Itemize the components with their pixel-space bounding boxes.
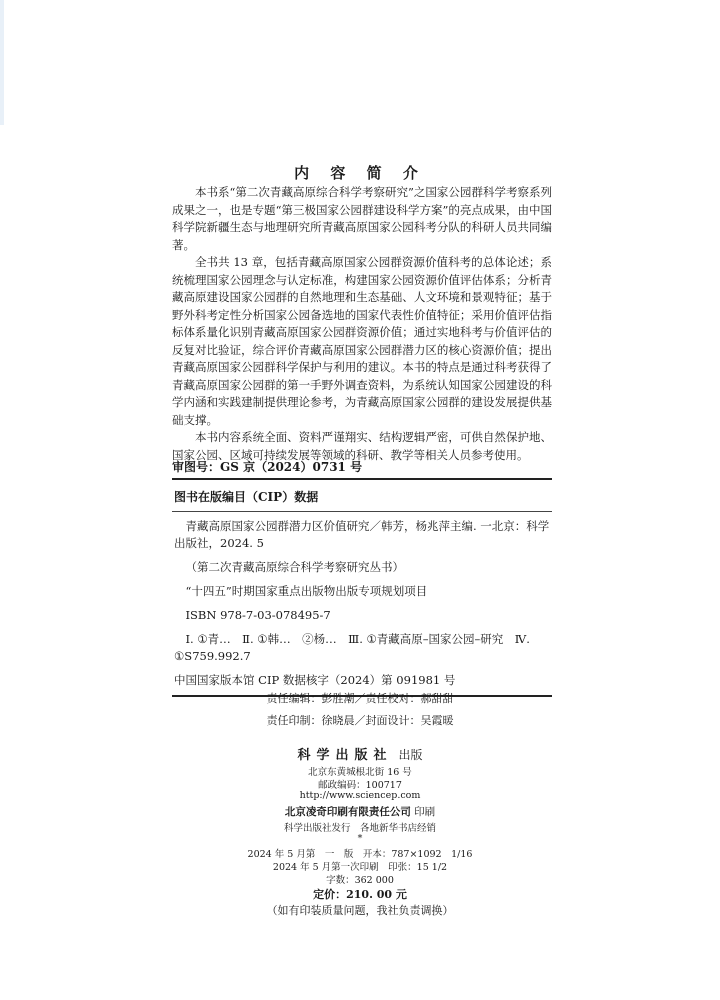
separator-asterisk: *: [357, 833, 363, 844]
cip-entries: [172, 512, 552, 695]
credits-line-editors: 责任编辑：彭胜潮／责任校对：郝甜甜: [266, 692, 454, 705]
credits-line-production: 责任印制：徐晓晨／封面设计：吴霞暖: [266, 714, 454, 727]
cip-entry: 青藏高原国家公园群潜力区价值研究／韩芳，杨兆萍主编. 一北京：科学出版社，2024. 5: [174, 519, 550, 550]
cip-block: [172, 478, 552, 697]
cip-entry: Ⅰ. ①青… Ⅱ. ①韩… ②杨… Ⅲ. ①青藏高原–国家公园–研究 Ⅳ. ①S759.992.7: [174, 632, 530, 663]
publisher-address: 北京东黄城根北街 16 号: [308, 767, 412, 778]
page-title: 内 容 简 介: [294, 164, 426, 182]
cip-entry: ISBN 978-7-03-078495-7: [185, 608, 331, 622]
price: 定价：210. 00 元: [313, 888, 407, 901]
printer-name: 北京凌奇印刷有限责任公司: [284, 806, 411, 818]
introduction: [172, 184, 552, 464]
printer-suffix: 印刷: [414, 806, 436, 818]
intro-paragraph: 全书共 13 章，包括青藏高原国家公园群资源价值科考的总体论述；系统梳理国家公园理念与认定标准，构建国家公园资源价值评估体系；分析青藏高原建设国家公园群的自然地理和生态基础、人文环境和景观特征；基于野外科考定性分析国家公园备选地的国家代表性价值特征；采用价值评估指标体系量化识别青藏高原国家公园群资源价值；通过实地科考与价值评估的反复对比验证，综合评价青藏高原国家公园群潜力区的核心资源价值；提出青藏高原国家公园群科学保护与利用的建议。本书的特点是通过科考获得了青藏高原国家公园群的第一手野外调查资料，为系统认知国家公园建设的科学内涵和实践建制提供理论参考，为青藏高原国家公园群的建设发展提供基础支撑。: [172, 255, 552, 427]
cip-heading: 图书在版编目（CIP）数据: [172, 480, 552, 512]
page-edge: [0, 0, 4, 125]
publisher-name: 科学出版社: [297, 748, 393, 763]
publisher-suffix: 出版: [398, 748, 423, 762]
publisher-postcode: 邮政编码：100717: [318, 780, 402, 791]
cip-entry: “十四五”时期国家重点出版物出版专项规划项目: [185, 584, 428, 598]
publisher-website: http://www.sciencep.com: [299, 790, 421, 801]
intro-paragraph: 本书内容系统全面、资料严谨翔实、结构逻辑严密，可供自然保护地、国家公园、区域可持续发展等领域的科研、教学等相关人员参考使用。: [172, 430, 552, 462]
cip-entry: （第二次青藏高原综合科学考察研究丛书）: [185, 560, 404, 574]
printer-line: [0, 804, 720, 819]
word-count: 字数：362 000: [326, 875, 394, 886]
publisher-line: [0, 744, 720, 763]
distribution-line: 科学出版社发行 各地新华书店经销: [283, 823, 436, 834]
map-approval-number: 审图号：GS 京（2024）0731 号: [172, 460, 363, 474]
print-line: 2024 年 5 月第一次印刷 印张：15 1/2: [272, 862, 448, 873]
quality-note: （如有印装质量问题，我社负责调换）: [266, 904, 454, 917]
edition-line: 2024 年 5 月第 一 版 开本：787×1092 1/16: [247, 849, 473, 860]
cip-footer: 中国国家版本馆 CIP 数据核字（2024）第 091981 号: [174, 673, 456, 687]
intro-paragraph: 本书系“第二次青藏高原综合科学考察研究”之国家公园群科学考察系列成果之一，也是专题“第三极国家公园群建设科学方案”的亮点成果，由中国科学院新疆生态与地理研究所青藏高原国家公园科考分队的科研人员共同编著。: [172, 185, 552, 252]
